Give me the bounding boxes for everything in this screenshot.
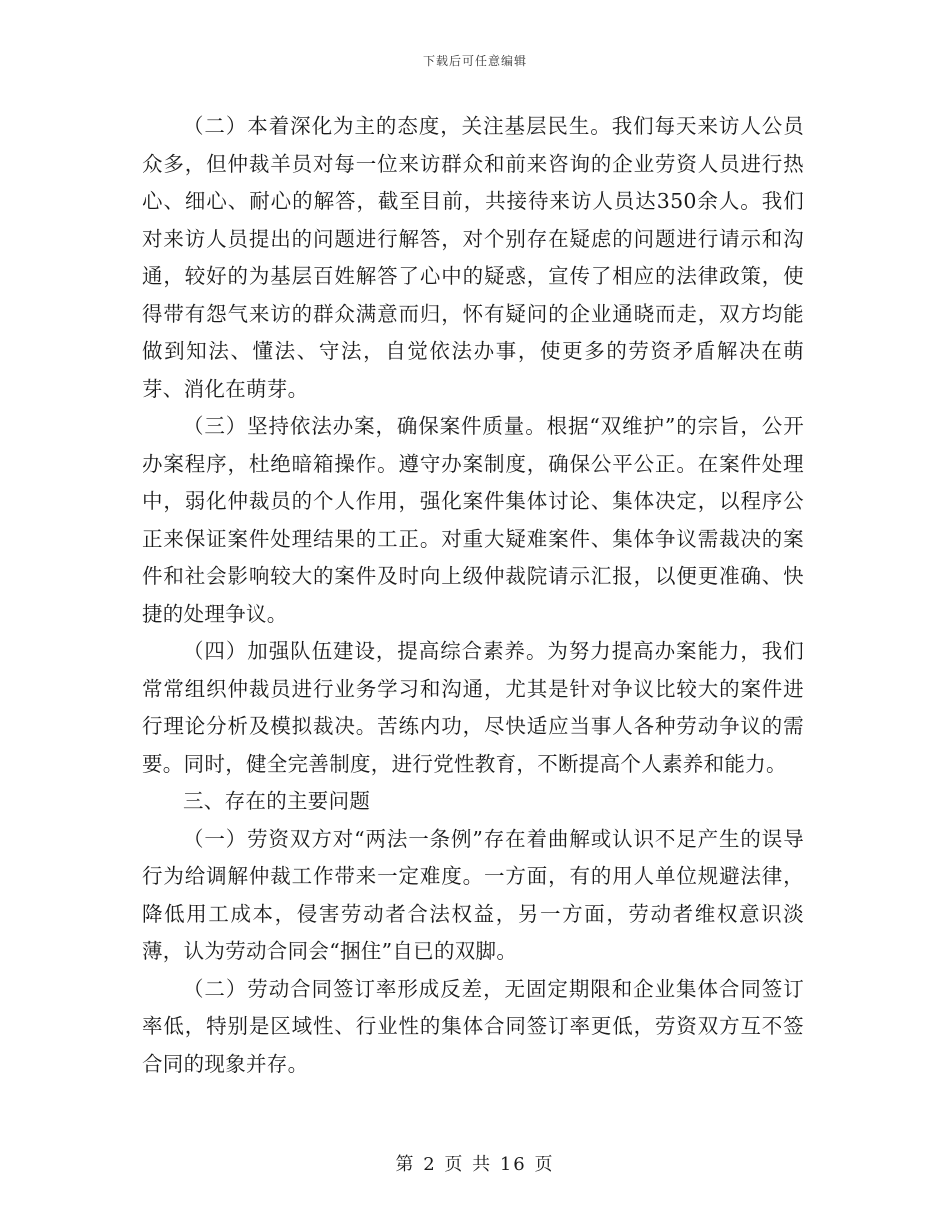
paragraph-service: （二）本着深化为主的态度，关注基层民生。我们每天来访人公员众多，但仲裁羊员对每一位来访群众和前来咨询的企业劳资人员进行热心、细心、耐心的解答，截至目前，共接待来访人员达350余人。我们对来访人员提出的问题进行解答，对个别存在疑虑的问题进行请示和沟通，较好的为基层百姓解答了心中的疑惑，宣传了相应的法律政策，使得带有怨气来访的群众满意而归，怀有疑问的企业通晓而走，双方均能做到知法、懂法、守法，自觉依法办事，使更多的劳资矛盾解决在萌芽、消化在萌芽。 [142, 114, 804, 401]
paragraph-problem-2: （二）劳动合同签订率形成反差，无固定期限和企业集体合同签订率低，特别是区域性、行业性的集体合同签订率更低，劳资双方互不签合同的现象并存。 [142, 976, 804, 1076]
header-note: 下载后可任意编辑 [422, 54, 527, 68]
paragraph-team-building: （四）加强队伍建设，提高综合素养。为努力提高办案能力，我们常常组织仲裁员进行业务学习和沟通，尤其是针对争议比较大的案件进行理论分析及模拟裁决。苦练内功，尽快适应当事人各种劳动争议的需要。同时，健全完善制度，进行党性教育，不断提高个人素养和能力。 [142, 639, 804, 776]
page-number-footer: 第 2 页 共 16 页 [395, 1154, 555, 1175]
document-body [142, 108, 804, 1083]
section-heading-problems: 三、存在的主要问题 [183, 789, 371, 813]
paragraph-case-quality: （三）坚持依法办案，确保案件质量。根据“双维护”的宗旨，公开办案程序，杜绝暗箱操作。遵守办案制度，确保公平公正。在案件处理中，弱化仲裁员的个人作用，强化案件集体讨论、集体决定，以程序公正来保证案件处理结果的工正。对重大疑难案件、集体争议需裁决的案件和社会影响较大的案件及时向上级仲裁院请示汇报，以便更准确、快捷的处理争议。 [142, 414, 804, 626]
paragraph-problem-1: （一）劳资双方对“两法一条例”存在着曲解或认识不足产生的误导行为给调解仲裁工作带来一定难度。一方面，有的用人单位规避法律，降低用工成本，侵害劳动者合法权益，另一方面，劳动者维权意识淡薄，认为劳动合同会“捆住”自已的双脚。 [142, 826, 804, 963]
